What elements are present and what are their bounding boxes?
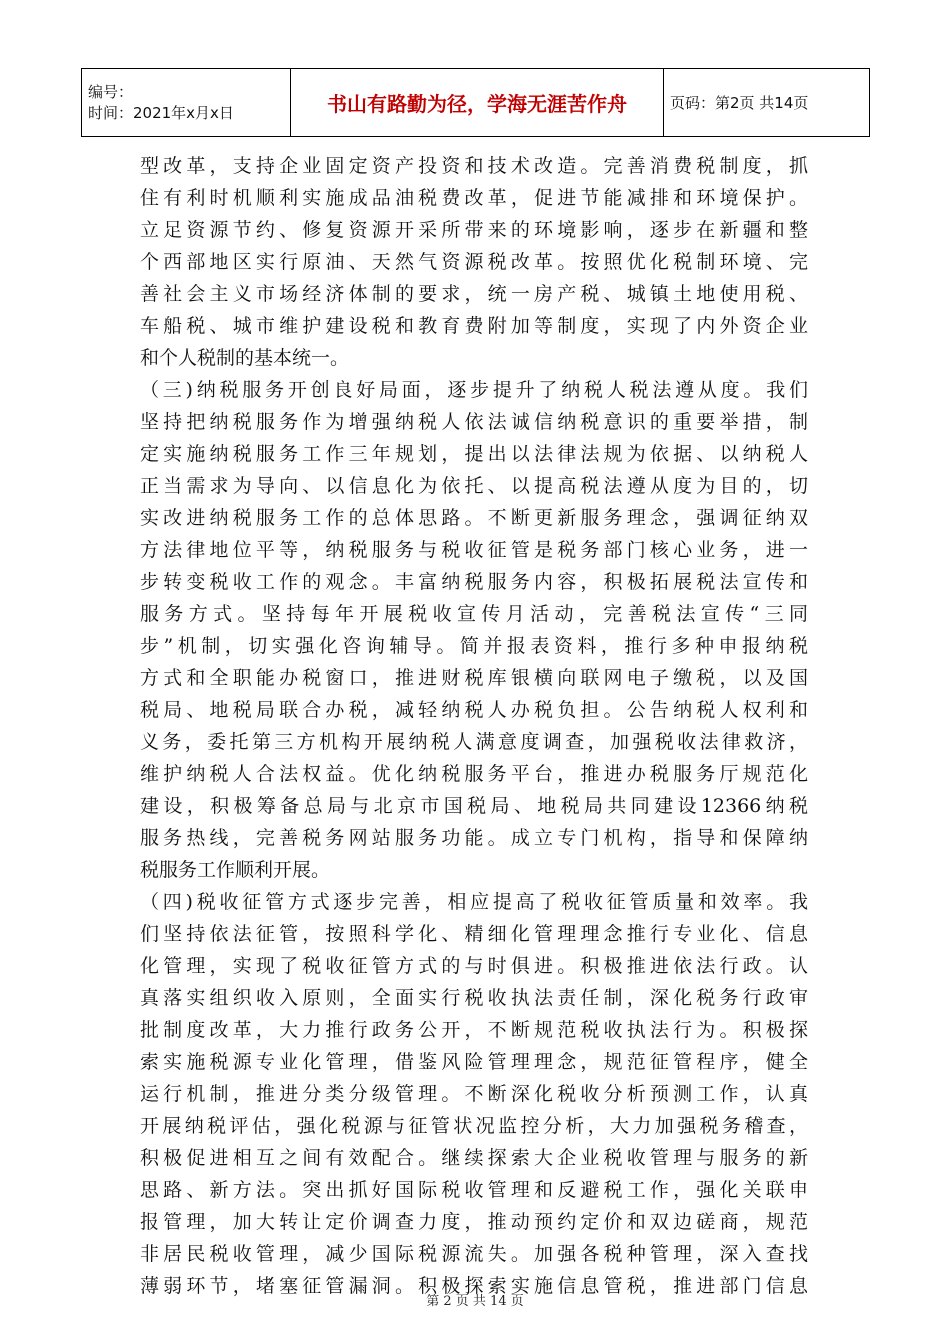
document-body xyxy=(140,150,808,1302)
text-line: 思路、新方法。突出抓好国际税收管理和反避税工作，强化关联申 xyxy=(140,1179,808,1201)
text-line: 化管理，实现了税收征管方式的与时俱进。积极推进依法行政。认 xyxy=(140,955,808,977)
document-date: 时间：2021年x月x日 xyxy=(88,103,234,122)
text-line: 运行机制，推进分类分级管理。不断深化税收分析预测工作，认真 xyxy=(140,1083,808,1105)
text-line: 实改进纳税服务工作的总体思路。不断更新服务理念，强调征纳双 xyxy=(140,507,808,529)
text-line: 服务热线，完善税务网站服务功能。成立专门机构，指导和保障纳 xyxy=(140,827,808,849)
text-line: 开展纳税评估，强化税源与征管状况监控分析，大力加强税务稽查， xyxy=(140,1115,808,1137)
text-line: 们坚持依法征管，按照科学化、精细化管理理念推行专业化、信息 xyxy=(140,923,808,945)
text-line: 型改革，支持企业固定资产投资和技术改造。完善消费税制度，抓 xyxy=(140,155,808,177)
text-line: 步”机制，切实强化咨询辅导。简并报表资料，推行多种申报纳税 xyxy=(140,635,808,657)
text-line: 积极促进相互之间有效配合。继续探索大企业税收管理与服务的新 xyxy=(140,1147,808,1169)
section-three-heading-line: （三)纳税服务开创良好局面，逐步提升了纳税人税法遵从度。我们 xyxy=(140,379,808,401)
text-line: 定实施纳税服务工作三年规划，提出以法律法规为依据、以纳税人 xyxy=(140,443,808,465)
text-line: 义务，委托第三方机构开展纳税人满意度调查，加强税收法律救济， xyxy=(140,731,808,753)
text-line: 步转变税收工作的观念。丰富纳税服务内容，积极拓展税法宣传和 xyxy=(140,571,808,593)
text-line: 方式和全职能办税窗口，推进财税库银横向联网电子缴税，以及国 xyxy=(140,667,808,689)
text-line: 住有利时机顺利实施成品油税费改革，促进节能减排和环境保护。 xyxy=(140,187,808,209)
document-number-label: 编号： xyxy=(88,82,134,101)
text-line: 服务方式。坚持每年开展税收宣传月活动，完善税法宣传“三同 xyxy=(140,603,808,625)
text-line: 税局、地税局联合办税，减轻纳税人办税负担。公告纳税人权利和 xyxy=(140,699,808,721)
header-meta xyxy=(82,69,291,137)
text-line: 和个人税制的基本统一。 xyxy=(140,347,350,369)
text-line: 方法律地位平等，纳税服务与税收征管是税务部门核心业务，进一 xyxy=(140,539,808,561)
text-line: 真落实组织收入原则，全面实行税收执法责任制，深化税务行政审 xyxy=(140,987,808,1009)
text-line: 批制度改革，大力推行政务公开，不断规范税收执法行为。积极探 xyxy=(140,1019,808,1041)
page-footer: 第 2 页 共 14 页 xyxy=(426,1294,524,1309)
text-line: 正当需求为导向、以信息化为依托、以提高税法遵从度为目的，切 xyxy=(140,475,808,497)
text-line: 报管理，加大转让定价调查力度，推动预约定价和双边磋商，规范 xyxy=(140,1211,808,1233)
text-line: 索实施税源专业化管理，借鉴风险管理理念，规范征管程序，健全 xyxy=(140,1051,808,1073)
text-line: 薄弱环节，堵塞征管漏洞。积极探索实施信息管税，推进部门信息 xyxy=(140,1275,808,1297)
text-line: 个西部地区实行原油、天然气资源税改革。按照优化税制环境、完 xyxy=(140,251,808,273)
header-page-info: 页码：第2页 共14页 xyxy=(664,69,870,137)
text-line: 坚持把纳税服务作为增强纳税人依法诚信纳税意识的重要举措，制 xyxy=(140,411,808,433)
text-line: 立足资源节约、修复资源开采所带来的环境影响，逐步在新疆和整 xyxy=(140,219,808,241)
page-header xyxy=(81,68,870,137)
text-line: 善社会主义市场经济体制的要求，统一房产税、城镇土地使用税、 xyxy=(140,283,808,305)
text-line: 维护纳税人合法权益。优化纳税服务平台，推进办税服务厅规范化 xyxy=(140,763,808,785)
text-line: 税服务工作顺利开展。 xyxy=(140,859,331,881)
header-motto: 书山有路勤为径，学海无涯苦作舟 xyxy=(291,69,664,137)
text-line: 车船税、城市维护建设税和教育费附加等制度，实现了内外资企业 xyxy=(140,315,808,337)
text-line: 建设，积极筹备总局与北京市国税局、地税局共同建设12366纳税 xyxy=(140,795,808,817)
section-four-heading-line: （四)税收征管方式逐步完善，相应提高了税收征管质量和效率。我 xyxy=(140,891,808,913)
text-line: 非居民税收管理，减少国际税源流失。加强各税种管理，深入查找 xyxy=(140,1243,808,1265)
